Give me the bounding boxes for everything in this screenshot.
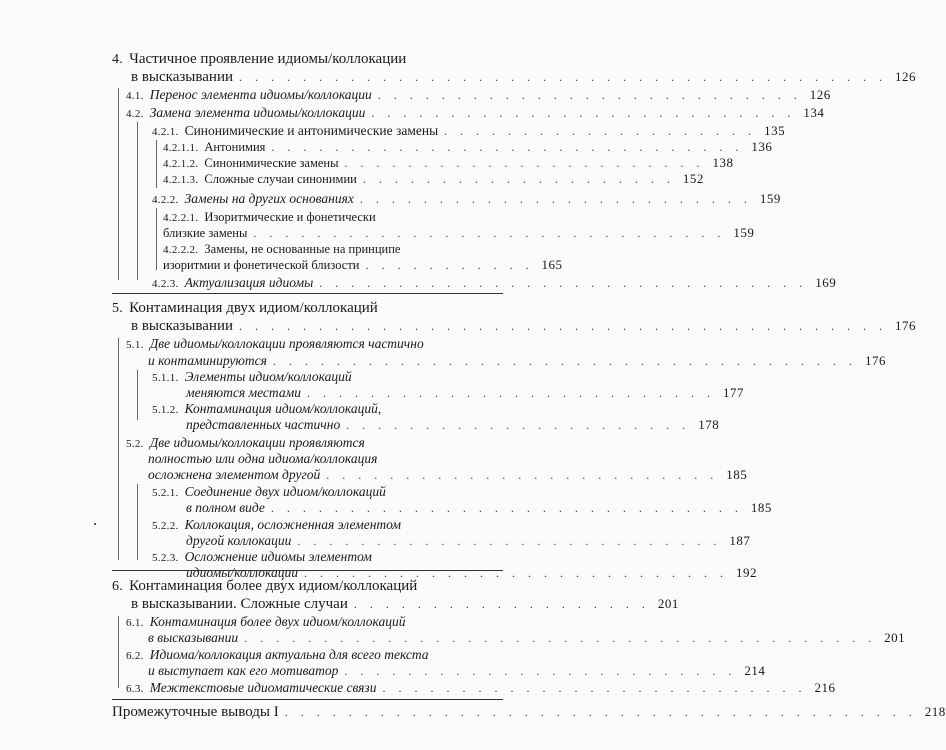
section-number: 4.2.1.2.	[163, 158, 199, 170]
toc-line	[126, 86, 831, 105]
leader-dots: . . . . . . . . . . . . . . . . . . . . . . . . . .	[306, 386, 715, 400]
leader-dots: . . . . . . . . . . . . . . . . . . . . . . . . . . . . . . .	[319, 276, 808, 290]
leader-dots: . . . . . . . . . . . . . . . . . . . . . . . . . . . . . . . . . . . . . . . . .	[239, 70, 887, 84]
section-title-cont: в высказывании	[131, 318, 233, 334]
leader-dots: . . . . . . . . . . . . . . . . . . . . . . . . . . . . . .	[271, 140, 744, 154]
page-number: 134	[803, 105, 825, 120]
section-number: 6.1.	[126, 617, 144, 629]
leader-dots: . . . . . . . . . . . . . . . . . . . . . . . . . . .	[303, 566, 728, 580]
leader-dots: . . . . . . . . . . . . . . . . . . . . . . .	[344, 156, 705, 170]
page-number: 218	[924, 704, 946, 719]
section-title-cont: и выступает как его мотиватор	[148, 663, 339, 678]
stray-mark	[94, 523, 96, 525]
page-number: 169	[815, 275, 837, 290]
section-title: Межтекстовые идиоматические связи	[149, 680, 377, 695]
section-title-cont: полностью или одна идиома/коллокация	[148, 451, 378, 466]
leader-dots: . . . . . . . . . . . . . . . . . . . . . . . . . . .	[377, 88, 802, 102]
toc-line	[163, 256, 563, 274]
section-title: Контаминация более двух идиом/коллокаций	[129, 578, 418, 594]
toc-line	[152, 190, 781, 209]
section-number: 4.2.2.	[152, 194, 179, 206]
toc-line	[186, 499, 772, 517]
section-title: Синонимические замены	[204, 156, 339, 170]
toc-entry-5-1	[0, 335, 600, 353]
toc-entry-5-1-2-cont	[0, 416, 720, 434]
toc-line	[112, 577, 497, 596]
leader-dots: . . . . . . . . . . . . . . . . . . . . . . . . . . . . . . . . . . . . . . . .	[244, 631, 877, 645]
leader-dots: . . . . . . . . . . . . . . . . . . . . . . . . . . . . . .	[253, 226, 726, 240]
section-title: Синонимические и антонимические замены	[184, 123, 439, 138]
section-title-cont: идиомы/коллокации	[186, 565, 298, 580]
section-number: 4.2.3.	[152, 278, 179, 290]
toc-line	[112, 50, 497, 69]
section-title: Контаминация двух идиом/коллокаций	[129, 300, 378, 316]
page-number: 178	[698, 417, 720, 432]
toc-entry-4-2-2-2-cont	[0, 256, 600, 274]
section-title: Элементы идиом/коллокаций	[184, 369, 352, 384]
toc-entry-4-2-2	[0, 190, 781, 208]
section-number: 5.2.1.	[152, 487, 179, 499]
section-title: Замена элемента идиомы/коллокации	[149, 105, 366, 120]
toc-line	[152, 274, 837, 293]
page-number: 201	[657, 596, 679, 611]
leader-dots: . . . . . . . . . . . . . . . . . . . . . . . . . . .	[297, 534, 722, 548]
leader-dots: . . . . . . . . . . . . . . . . . . . .	[362, 172, 675, 186]
leader-dots: . . . . . . . . . . . . . . . . . . . . . . . . .	[359, 192, 752, 206]
section-number: 6.2.	[126, 650, 144, 662]
section-title: Контаминация более двух идиом/коллокаций	[149, 614, 406, 629]
page-number: 136	[751, 139, 773, 154]
leader-dots: . . . . . . . . . . . . . . . . . . . . . . . . .	[344, 664, 737, 678]
leader-dots: . . . . . . . . . . . . . . . . . . . . . . . . . . . . . .	[270, 501, 743, 515]
section-number: 5.1.1.	[152, 372, 179, 384]
page-number: 177	[722, 385, 744, 400]
toc-entry-6	[0, 577, 600, 595]
toc-entry-4-2-3	[0, 274, 837, 292]
section-title-cont: меняются местами	[186, 385, 301, 400]
section-title-cont: в высказывании. Сложные случаи	[131, 596, 348, 612]
section-title: Две идиомы/коллокации проявляются	[149, 435, 365, 450]
toc-line	[163, 170, 704, 189]
toc-line	[186, 416, 720, 434]
toc-line	[131, 595, 679, 613]
toc-line	[131, 317, 916, 335]
section-divider	[112, 699, 503, 700]
page-number: 176	[895, 318, 916, 333]
toc-entry-6-2-cont	[0, 662, 766, 680]
section-title: Перенос элемента идиомы/коллокации	[149, 87, 372, 102]
leader-dots: . . . . . . . . . . .	[365, 258, 534, 272]
leader-dots: . . . . . . . . . . . . . . . . . . . . . . . . . . .	[371, 106, 796, 120]
section-title: Частичное проявление идиомы/коллокации	[129, 51, 407, 67]
section-number: 5.1.2.	[152, 404, 179, 416]
leader-dots: . . . . . . . . . . . . . . . . . . . . . . . . . . .	[382, 681, 807, 695]
toc-line	[148, 466, 748, 484]
section-title: Сложные случаи синонимии	[204, 172, 357, 186]
leader-dots: . . . . . . . . . . . . . . . . . . . . . . . . . . . . . . . . . . . . . . . .	[284, 705, 917, 719]
toc-line	[112, 299, 497, 318]
page-number: 159	[733, 225, 755, 240]
page-number: 214	[744, 663, 766, 678]
page-number: 185	[750, 500, 772, 515]
leader-dots: . . . . . . . . . . . . . . . . . . . . . . . . . . . . . . . . . . . . . . . . .	[239, 319, 887, 333]
section-title-cont: другой коллокации	[186, 533, 292, 548]
toc-entry-5	[0, 299, 600, 317]
section-number: 4.2.1.3.	[163, 174, 199, 186]
page-number: 135	[764, 123, 786, 138]
section-number: 4.	[112, 52, 124, 67]
section-number: 5.2.2.	[152, 520, 179, 532]
section-number: 4.2.2.2.	[163, 244, 199, 256]
section-title-cont: представленных частично	[186, 417, 341, 432]
section-title: Актуализация идиомы	[184, 275, 314, 290]
page-number: 192	[735, 565, 757, 580]
section-number: 4.2.2.1.	[163, 212, 199, 224]
toc-entry-4-2-1-3	[0, 170, 704, 188]
page-number: 152	[682, 171, 704, 186]
section-title: Замены на других основаниях	[184, 191, 354, 206]
section-number: 4.2.	[126, 108, 144, 120]
toc-entry-4-2	[0, 104, 825, 122]
toc-entry-6-3	[0, 679, 836, 697]
toc-line	[131, 68, 916, 86]
page-number: 159	[759, 191, 781, 206]
page-number: 201	[884, 630, 906, 645]
section-title: Изоритмические и фонетически	[204, 210, 376, 224]
toc-line	[126, 104, 825, 123]
section-number: 4.2.1.1.	[163, 142, 199, 154]
toc-entry-5-2-cont2	[0, 466, 748, 484]
page-number: 165	[541, 257, 563, 272]
section-title: Идиома/коллокация актуальна для всего текста	[149, 647, 429, 662]
section-number: 5.2.3.	[152, 552, 179, 564]
section-divider	[112, 570, 503, 571]
page-number: 187	[729, 533, 751, 548]
section-number: 5.1.	[126, 339, 144, 351]
section-title: Антонимия	[204, 140, 266, 154]
section-title: Коллокация, осложненная элементом	[184, 517, 402, 532]
section-number: 4.2.1.	[152, 126, 179, 138]
section-number: 6.3.	[126, 683, 144, 695]
page-number: 216	[814, 680, 836, 695]
toc-entry-6-cont	[0, 595, 679, 613]
leader-dots: . . . . . . . . . . . . . . . . . . . .	[444, 124, 757, 138]
section-number: 5.2.	[126, 438, 144, 450]
toc-entry-6-1-cont	[0, 629, 906, 647]
leader-dots: . . . . . . . . . . . . . . . . . . . . . . . . . . . . . . . . . . . . .	[272, 354, 857, 368]
section-number: 4.1.	[126, 90, 144, 102]
section-title-cont: в полном виде	[186, 500, 265, 515]
section-title: Две идиомы/коллокации проявляются частично	[149, 336, 424, 351]
leader-dots: . . . . . . . . . . . . . . . . . . . . . . . . .	[326, 468, 719, 482]
section-title: Контаминация идиом/коллокаций,	[184, 401, 382, 416]
toc-entry-4	[0, 50, 600, 68]
section-title: Промежуточные выводы I	[112, 704, 279, 720]
page-number: 138	[712, 155, 734, 170]
toc-line	[112, 703, 946, 721]
toc-entry-5-cont	[0, 317, 916, 335]
section-number: 5.	[112, 301, 124, 316]
leader-dots: . . . . . . . . . . . . . . . . . . . . . .	[346, 418, 691, 432]
toc-line	[148, 629, 906, 647]
page-number: 126	[895, 69, 916, 84]
section-divider	[112, 293, 503, 294]
toc-entry-4-cont	[0, 68, 916, 86]
page-number: 176	[864, 353, 886, 368]
section-number: 6.	[112, 579, 124, 594]
section-title-cont: и контаминируются	[148, 353, 267, 368]
leader-dots: . . . . . . . . . . . . . . . . . . .	[353, 597, 650, 611]
section-title-cont: в высказывании	[148, 630, 239, 645]
section-title: Соединение двух идиом/коллокаций	[184, 484, 386, 499]
section-title-cont: осложнена элементом другой	[148, 467, 321, 482]
section-title-cont: изоритмии и фонетической близости	[163, 258, 360, 272]
section-title-cont: близкие замены	[163, 226, 248, 240]
toc-line	[126, 679, 836, 698]
toc-entry-4-1	[0, 86, 831, 104]
section-title: Осложнение идиомы элементом	[184, 549, 372, 564]
toc-entry-5-2-1-cont	[0, 499, 772, 517]
page-number: 185	[726, 467, 748, 482]
toc-entry-conclusions	[0, 703, 946, 721]
section-title-cont: в высказывании	[131, 69, 233, 85]
toc-line	[148, 662, 766, 680]
page-number: 126	[809, 87, 831, 102]
section-title: Замены, не основанные на принципе	[204, 242, 401, 256]
